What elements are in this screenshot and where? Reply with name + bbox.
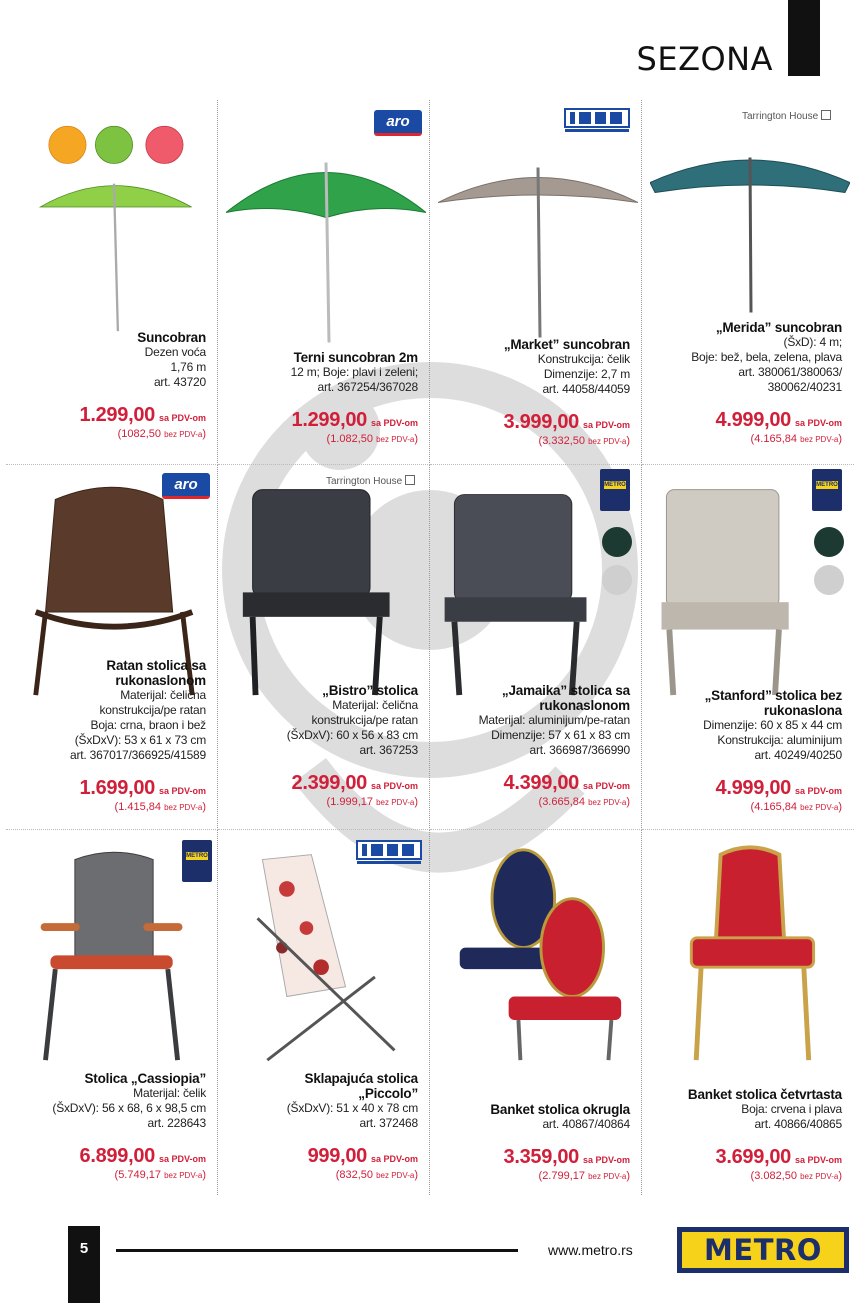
product-name: „Market” suncobran	[503, 337, 630, 352]
product-price: 4.999,00	[715, 777, 791, 799]
product-desc-line: Konstrukcija: aluminijum	[717, 733, 842, 747]
product-desc-line: (ŠxDxV): 53 x 61 x 73 cm	[74, 733, 206, 747]
product-price: 999,00	[307, 1145, 367, 1167]
net-price-value: 4.165,84	[754, 801, 798, 813]
net-price: (1.999,17 bez PDV-a)	[326, 796, 418, 808]
product-desc-line: 1,76 m	[170, 360, 206, 374]
metro-logo	[677, 1227, 849, 1273]
aro-logo: aro	[162, 473, 210, 499]
net-price-value: 3.665,84	[542, 796, 586, 808]
net-price-value: 3.332,50	[542, 435, 586, 447]
price-suffix: sa PDV-om	[370, 418, 418, 428]
net-price-value: 1.999,17	[330, 796, 374, 808]
product-desc-line: Boja: crvena i plava	[741, 1102, 842, 1116]
product-desc-line: Materijal: čelična	[120, 688, 206, 702]
product-desc-line: Dezen voća	[144, 345, 206, 359]
product-desc-line: konstrukcija/pe ratan	[311, 713, 418, 727]
product-name: Sklapajuća stolica „Piccolo”	[304, 1071, 418, 1101]
product-desc-line: 380062/40231	[767, 380, 842, 394]
price-suffix: sa PDV-om	[794, 1155, 842, 1165]
price-suffix: sa PDV-om	[370, 781, 418, 791]
color-swatch-dark	[814, 527, 844, 557]
net-suffix: bez PDV-a	[376, 1171, 415, 1180]
product-card[interactable]	[642, 830, 854, 1195]
price-suffix: sa PDV-om	[582, 781, 630, 791]
product-name: Banket stolica četvrtasta	[687, 1087, 842, 1102]
product-price: 1.699,00	[79, 777, 155, 799]
product-desc-line: art. 43720	[153, 375, 206, 389]
price-suffix: sa PDV-om	[582, 1155, 630, 1165]
net-price-value: 1.415,84	[118, 801, 162, 813]
page-number: 5	[68, 1226, 100, 1303]
product-name: Ratan stolica sa rukonaslonom	[106, 658, 206, 688]
price-suffix: sa PDV-om	[582, 420, 630, 430]
product-price: 2.399,00	[291, 772, 367, 794]
product-desc-line: (ŠxDxV): 51 x 40 x 78 cm	[286, 1101, 418, 1115]
banquet-round-chair-icon	[438, 840, 638, 1065]
product-desc-line: Dimenzije: 60 x 85 x 44 cm	[703, 718, 842, 732]
net-price: (1.415,84 bez PDV-a)	[114, 801, 206, 813]
net-suffix: bez PDV-a	[164, 430, 203, 439]
product-desc-line: art. 228643	[147, 1116, 206, 1130]
net-suffix: bez PDV-a	[588, 798, 627, 807]
product-desc-line: art. 367017/366925/41589	[70, 748, 206, 762]
product-card[interactable]	[218, 465, 430, 830]
net-suffix: bez PDV-a	[800, 803, 839, 812]
product-desc-line: Boja: crna, braon i bež	[90, 718, 206, 732]
price-suffix: sa PDV-om	[158, 1154, 206, 1164]
tarrington-logo-text: Tarrington House	[742, 111, 819, 122]
product-card[interactable]	[6, 100, 218, 465]
product-card[interactable]	[6, 830, 218, 1195]
metro-logo-text: METRO	[682, 1232, 844, 1268]
net-suffix: bez PDV-a	[376, 798, 415, 807]
fruit-umbrella-icon	[14, 110, 214, 335]
product-desc-line: art. 44058/44059	[542, 382, 630, 396]
stanford-chair-icon	[650, 475, 810, 700]
product-desc-line: Materijal: čelična	[332, 698, 418, 712]
product-desc-line: Dimenzije: 2,7 m	[543, 367, 630, 381]
color-swatch-dark	[602, 527, 632, 557]
product-desc-line: Dimenzije: 57 x 61 x 83 cm	[491, 728, 630, 742]
price-suffix: sa PDV-om	[158, 786, 206, 796]
net-price: (3.665,84 bez PDV-a)	[538, 796, 630, 808]
net-suffix: bez PDV-a	[376, 435, 415, 444]
product-price: 6.899,00	[79, 1145, 155, 1167]
aro-logo: aro	[374, 110, 422, 136]
product-desc-line: art. 40867/40864	[542, 1117, 630, 1131]
cassiopia-chair-icon	[14, 840, 214, 1065]
product-desc-line: art. 366987/366990	[529, 743, 630, 757]
product-card[interactable]	[218, 100, 430, 465]
net-price: (832,50 bez PDV-a)	[335, 1169, 418, 1181]
footer-url-link[interactable]: www.metro.rs	[548, 1242, 633, 1258]
net-price: (4.165,84 bez PDV-a)	[750, 433, 842, 445]
color-swatch-light	[814, 565, 844, 595]
price-suffix: sa PDV-om	[794, 418, 842, 428]
banquet-square-chair-icon	[650, 840, 850, 1065]
product-name: „Stanford” stolica bez rukonaslona	[704, 688, 842, 718]
net-price: (3.332,50 bez PDV-a)	[538, 435, 630, 447]
product-card[interactable]	[642, 100, 854, 465]
section-title: SEZONA	[636, 40, 773, 78]
product-name: Stolica „Cassiopia”	[84, 1071, 206, 1086]
net-suffix: bez PDV-a	[164, 1171, 203, 1180]
product-desc-line: 12 m; Boje: plavi i zeleni;	[290, 365, 418, 379]
product-desc-line: (ŠxD): 4 m;	[783, 335, 842, 349]
jamaika-chair-icon	[438, 475, 598, 700]
product-price: 4.999,00	[715, 409, 791, 431]
product-name: Suncobran	[137, 330, 206, 345]
metro-professional-icon: METRO	[600, 469, 630, 511]
product-price: 4.399,00	[503, 772, 579, 794]
product-card[interactable]	[642, 465, 854, 830]
product-card[interactable]	[430, 830, 642, 1195]
product-desc-line: art. 40866/40865	[754, 1117, 842, 1131]
product-name: „Merida” suncobran	[715, 320, 842, 335]
metro-professional-icon: METRO	[182, 840, 212, 882]
net-price-value: 4.165,84	[754, 433, 798, 445]
idea-logo-icon	[564, 108, 630, 134]
color-swatch-light	[602, 565, 632, 595]
tarrington-logo	[742, 110, 831, 122]
net-price: (1.082,50 bez PDV-a)	[326, 433, 418, 445]
net-price-value: 1082,50	[121, 428, 162, 440]
product-desc-line: Konstrukcija: čelik	[537, 352, 630, 366]
product-desc-line: Boje: bež, bela, zelena, plava	[691, 350, 842, 364]
product-desc-line: art. 372468	[359, 1116, 418, 1130]
net-price: (1082,50 bez PDV-a)	[117, 428, 206, 440]
product-desc-line: Materijal: čelik	[133, 1086, 206, 1100]
header-black-bar	[788, 0, 820, 76]
product-desc-line: art. 380061/380063/	[738, 365, 842, 379]
folding-chair-icon	[226, 840, 426, 1065]
net-suffix: bez PDV-a	[164, 803, 203, 812]
product-desc-line: (ŠxDxV): 60 x 56 x 83 cm	[286, 728, 418, 742]
product-card[interactable]	[6, 465, 218, 830]
product-card[interactable]	[430, 100, 642, 465]
net-suffix: bez PDV-a	[588, 437, 627, 446]
net-price: (3.082,50 bez PDV-a)	[750, 1170, 842, 1182]
product-desc-line: konstrukcija/pe ratan	[99, 703, 206, 717]
net-price-value: 2.799,17	[542, 1170, 586, 1182]
price-suffix: sa PDV-om	[794, 786, 842, 796]
product-desc-line: (ŠxDxV): 56 x 68, 6 x 98,5 cm	[52, 1101, 206, 1115]
product-price: 3.359,00	[503, 1146, 579, 1168]
tarrington-logo-text: Tarrington House	[326, 476, 403, 487]
bistro-chair-icon	[226, 475, 426, 700]
net-price: (5.749,17 bez PDV-a)	[114, 1169, 206, 1181]
net-price-value: 832,50	[339, 1169, 374, 1181]
product-price: 3.699,00	[715, 1146, 791, 1168]
net-price-value: 1.082,50	[330, 433, 374, 445]
product-desc-line: art. 40249/40250	[754, 748, 842, 762]
product-price: 1.299,00	[291, 409, 367, 431]
net-price-value: 3.082,50	[754, 1170, 798, 1182]
product-name: „Jamaika” stolica sa rukonaslonom	[501, 683, 630, 713]
green-umbrella-icon	[226, 140, 426, 365]
net-suffix: bez PDV-a	[800, 435, 839, 444]
product-card[interactable]	[430, 465, 642, 830]
net-price: (4.165,84 bez PDV-a)	[750, 801, 842, 813]
product-price: 1.299,00	[79, 404, 155, 426]
product-desc-line: Materijal: aluminijum/pe-ratan	[478, 713, 630, 727]
net-price-value: 5.749,17	[118, 1169, 162, 1181]
product-price: 3.999,00	[503, 411, 579, 433]
product-desc-line: art. 367253	[359, 743, 418, 757]
net-suffix: bez PDV-a	[800, 1172, 839, 1181]
product-desc-line: art. 367254/367028	[317, 380, 418, 394]
net-suffix: bez PDV-a	[588, 1172, 627, 1181]
price-suffix: sa PDV-om	[158, 413, 206, 423]
product-name: „Bistro” stolica	[322, 683, 418, 698]
product-name: Terni suncobran 2m	[293, 350, 418, 365]
product-name: Banket stolica okrugla	[490, 1102, 630, 1117]
price-suffix: sa PDV-om	[370, 1154, 418, 1164]
metro-professional-icon: METRO	[812, 469, 842, 511]
product-card[interactable]	[218, 830, 430, 1195]
net-price: (2.799,17 bez PDV-a)	[538, 1170, 630, 1182]
market-umbrella-icon	[438, 140, 638, 365]
footer-rule	[116, 1249, 518, 1252]
